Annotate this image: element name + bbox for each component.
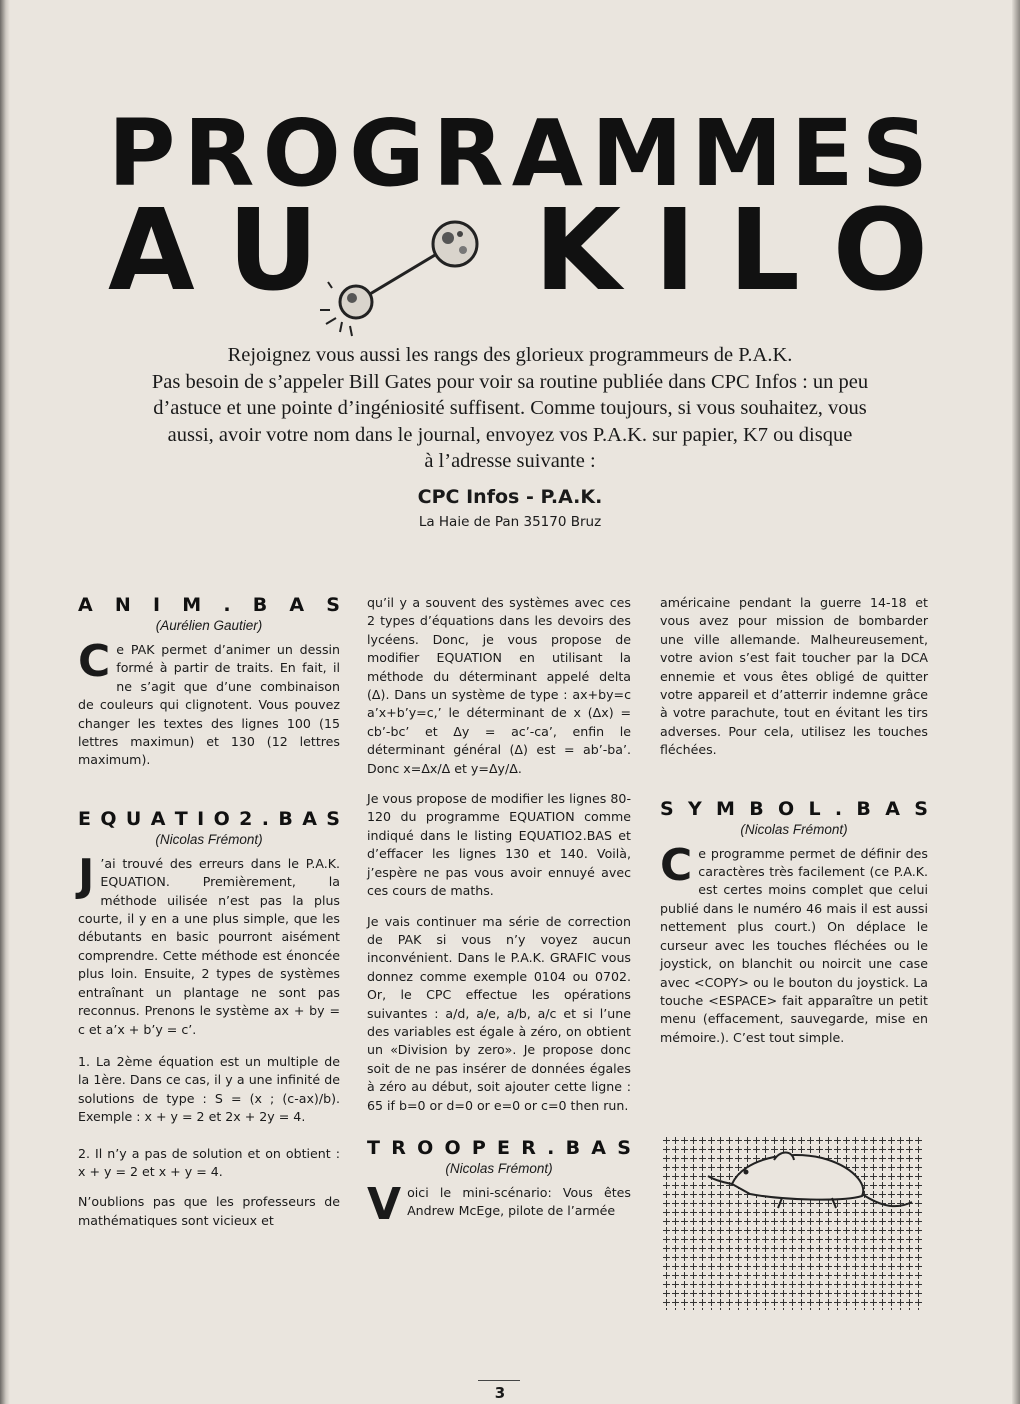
headline-letter: S: [861, 100, 928, 207]
title-letter: P: [471, 1136, 486, 1159]
equatio2-paragraph-3: 2. Il n’y a pas de solution et on obtient : x + y = 2 et x + y = 4.: [78, 1145, 340, 1179]
intro-line: aussi, avoir votre nom dans le journal, envoyez vos P.A.K. sur papier, K7 ou disque: [167, 423, 853, 446]
equatio2-paragraph-1: [78, 849, 340, 1039]
symbol-bas-title: [660, 798, 928, 820]
intro-line: d’astuce et une pointe d’ingéniosité suffisent. Comme toujours, si vous souhaitez, vous: [153, 397, 867, 419]
headline-letter: P: [108, 100, 176, 207]
title-letter: A: [289, 594, 305, 616]
equatio2-paragraph-4: N’oublions pas que les professeurs de mathématiques sont vicieux et: [78, 1194, 340, 1228]
page-right-edge: [1012, 0, 1020, 1404]
title-letter: E: [78, 807, 91, 830]
headline-letter: K: [534, 186, 622, 316]
title-letter: B: [749, 797, 764, 820]
title-letter: B: [565, 1136, 581, 1159]
trooper-paragraph-1: [367, 1178, 631, 1230]
title-letter: B: [856, 797, 871, 820]
title-letter: O: [213, 807, 230, 830]
title-letter: .: [223, 594, 231, 616]
molecule-illustration: [300, 218, 500, 338]
title-letter: S: [326, 594, 340, 616]
column-2: [367, 594, 631, 1233]
headline-letter: O: [832, 186, 928, 316]
title-letter: A: [150, 807, 166, 830]
headline-letter: G: [349, 100, 425, 207]
drop-cap: C: [660, 839, 693, 891]
intro-line: à l’adresse suivante :: [424, 450, 596, 472]
address-line: La Haie de Pan 35170 Bruz: [418, 514, 602, 530]
title-letter: O: [444, 1136, 461, 1159]
equatio2-paragraph-2: 1. La 2ème équation est un multiple de la 1ère. Dans ce cas, il y a une infinité de solutions de type : S = (x ; (c-ax)/b). Exemple : x + y = 2 et 2x + 2y = 4.: [78, 1053, 340, 1125]
paragraph-text: ’ai trouvé des erreurs dans le P.A.K. EQUATION. Premièrement, la méthode uilisée n’est pas la plus courte, il y en a une plus simple, que les débutants en basic pourront aisément comprendre. Cette méthode est énoncée plus loin. Ensuite, 2 types de systèmes entraînant un plantage ne sont pas reconnus. Prenons le système ax + by = c et a’x + b’y = c’.: [78, 855, 340, 1037]
drop-cap: C: [78, 636, 111, 687]
paragraph-text: oici le mini-scénario: Vous êtes Andrew McEge, pilote de l’armée: [407, 1184, 631, 1219]
page-number-rule: [478, 1380, 520, 1381]
headline-letter: U: [227, 186, 319, 316]
equatio2-bas-title: [78, 808, 340, 830]
equatio2-paragraph-6: Je vous propose de modifier les lignes 80-120 du programme EQUATION comme indiqué dans le listing EQUATIO2.BAS et d’effacer les lignes 130 et 140. Voilà, j’espère ne pas vous avoir ennuyé avec ces cours de maths.: [367, 791, 631, 899]
title-letter: S: [326, 807, 340, 830]
title-letter: M: [716, 797, 735, 820]
intro-line: Rejoignez vous aussi les rangs des glorieux programmeurs de P.A.K.: [227, 344, 793, 366]
headline-letter: M: [591, 100, 683, 207]
equatio2-bas-author: (Nicolas Frémont): [155, 831, 263, 847]
title-letter: L: [808, 797, 821, 820]
equatio2-paragraph-5: qu’il y a souvent des systèmes avec ces 2 types d’équations dans les devoirs des lycéens. Donc, je vous propose de modifier EQUATION en utilisant la méthode du déterminant appelé delta (Δ). Dans un système de type : ax+by=c a’x+b’y=c,’ le déterminant de x (Δx) = cb’-bc’ et Δy = ac’-ca’, enfin le déterminant général (Δ) est = ab’-ba’. Donc x=Δx/Δ et y=Δy/Δ.: [367, 595, 631, 776]
title-letter: B: [278, 807, 293, 830]
headline-letter: I: [653, 186, 696, 316]
title-letter: T: [174, 807, 188, 830]
page-number: 3: [494, 1384, 506, 1402]
anim-bas-title: [78, 594, 340, 616]
title-letter: 2: [239, 807, 253, 830]
headline-letter: R: [432, 100, 504, 207]
title-letter: O: [417, 1136, 434, 1159]
drop-cap: J: [78, 849, 95, 901]
title-letter: A: [78, 594, 93, 616]
anim-bas-paragraph: [78, 636, 340, 770]
column-3: [660, 594, 928, 1059]
headline-letter: E: [790, 100, 854, 207]
headline-line-2: [108, 186, 928, 316]
headline-letter: R: [183, 100, 255, 207]
headline-letter: A: [511, 100, 583, 207]
title-letter: M: [182, 594, 202, 616]
drop-cap: V: [367, 1178, 402, 1230]
title-letter: Y: [687, 797, 702, 820]
title-letter: N: [114, 594, 131, 616]
intro-paragraph: [118, 342, 902, 475]
rat-illustration: [662, 1136, 924, 1310]
title-letter: I: [197, 807, 205, 830]
title-letter: .: [547, 1136, 555, 1159]
title-letter: I: [152, 594, 161, 616]
paragraph-text: e PAK permet d’animer un dessin formé à partir de traits. En fait, il ne s’agit que d’une combinaison de couleurs qui clignotent. Vous pouvez changer les textes des lignes 100 (15 lettres maximun) et 130 (12 lettres maximum).: [78, 642, 340, 768]
symbol-paragraph-1: [660, 839, 928, 1047]
address-name: CPC Infos - P.A.K.: [417, 486, 603, 508]
title-letter: .: [834, 797, 843, 820]
headline-letter: L: [728, 186, 800, 316]
title-letter: S: [914, 797, 928, 820]
equatio2-paragraph-7: Je vais continuer ma série de correction de PAK si vous n’y voyez aucun inconvénient. Dans le P.A.K. GRAFIC vous donnez comme exemple 0104 ou 0702. Or, le CPC effectue les opérations suivantes : a/d, a/e, a/b, a/c et si l’une des variables est égale à zéro, on obtient un «Division by zero». Je propose donc soit de ne pas insérer de données égales à zéro au début, soit ajouter cette ligne : 65 if b=0 or d=0 or e=0 or c=0 then run.: [367, 913, 631, 1113]
title-letter: .: [261, 807, 269, 830]
title-letter: A: [885, 797, 900, 820]
paragraph-text: e programme permet de définir des caractères très facilement (ce P.A.K. est certes moins complet que celui publié dans le numéro 46 mais il est aussi nettement plus court.) On déplace le curseur avec les touches fléchées ou le joystick, on blanchit ou noircit une case avec <COPY> ou le bouton du joystick. La touche <ESPACE> fait apparaître un petit menu (effacement, sauvegarde, mise en mémoire.). C’est tout simple.: [660, 845, 928, 1045]
anim-bas-author: (Aurélien Gautier): [155, 618, 263, 633]
intro-line: Pas besoin de s’appeler Bill Gates pour voir sa routine publiée dans CPC Infos : un peu: [151, 370, 869, 393]
title-letter: S: [660, 797, 674, 820]
headline-letter: O: [262, 100, 341, 207]
trooper-bas-author: (Nicolas Frémont): [445, 1160, 553, 1176]
title-letter: A: [302, 807, 317, 830]
title-letter: S: [617, 1136, 631, 1159]
title-letter: A: [591, 1136, 607, 1159]
title-letter: T: [367, 1136, 380, 1159]
title-letter: B: [252, 594, 268, 616]
symbol-bas-author: (Nicolas Frémont): [740, 821, 848, 837]
headline-letter: A: [108, 186, 195, 316]
title-letter: O: [778, 797, 795, 820]
column-1: [78, 594, 340, 1242]
title-letter: Q: [100, 807, 117, 830]
page-binding-edge: [0, 0, 10, 1404]
title-letter: E: [497, 1136, 511, 1159]
title-letter: R: [391, 1136, 406, 1159]
title-letter: U: [125, 807, 142, 830]
headline-letter: M: [690, 100, 783, 207]
title-letter: R: [521, 1136, 536, 1159]
trooper-paragraph-2: américaine pendant la guerre 14-18 et vous avez pour mission de bombarder une ville allemande. Malheureusement, votre avion s’est fait toucher par la DCA ennemie et vous êtes obligé de quitter votre appareil et d’atterrir indemne grâce à votre parachute, tout en évitant les tirs adverses. Pour cela, utilisez les touches fléchées.: [660, 595, 928, 758]
trooper-bas-title: [367, 1137, 631, 1159]
